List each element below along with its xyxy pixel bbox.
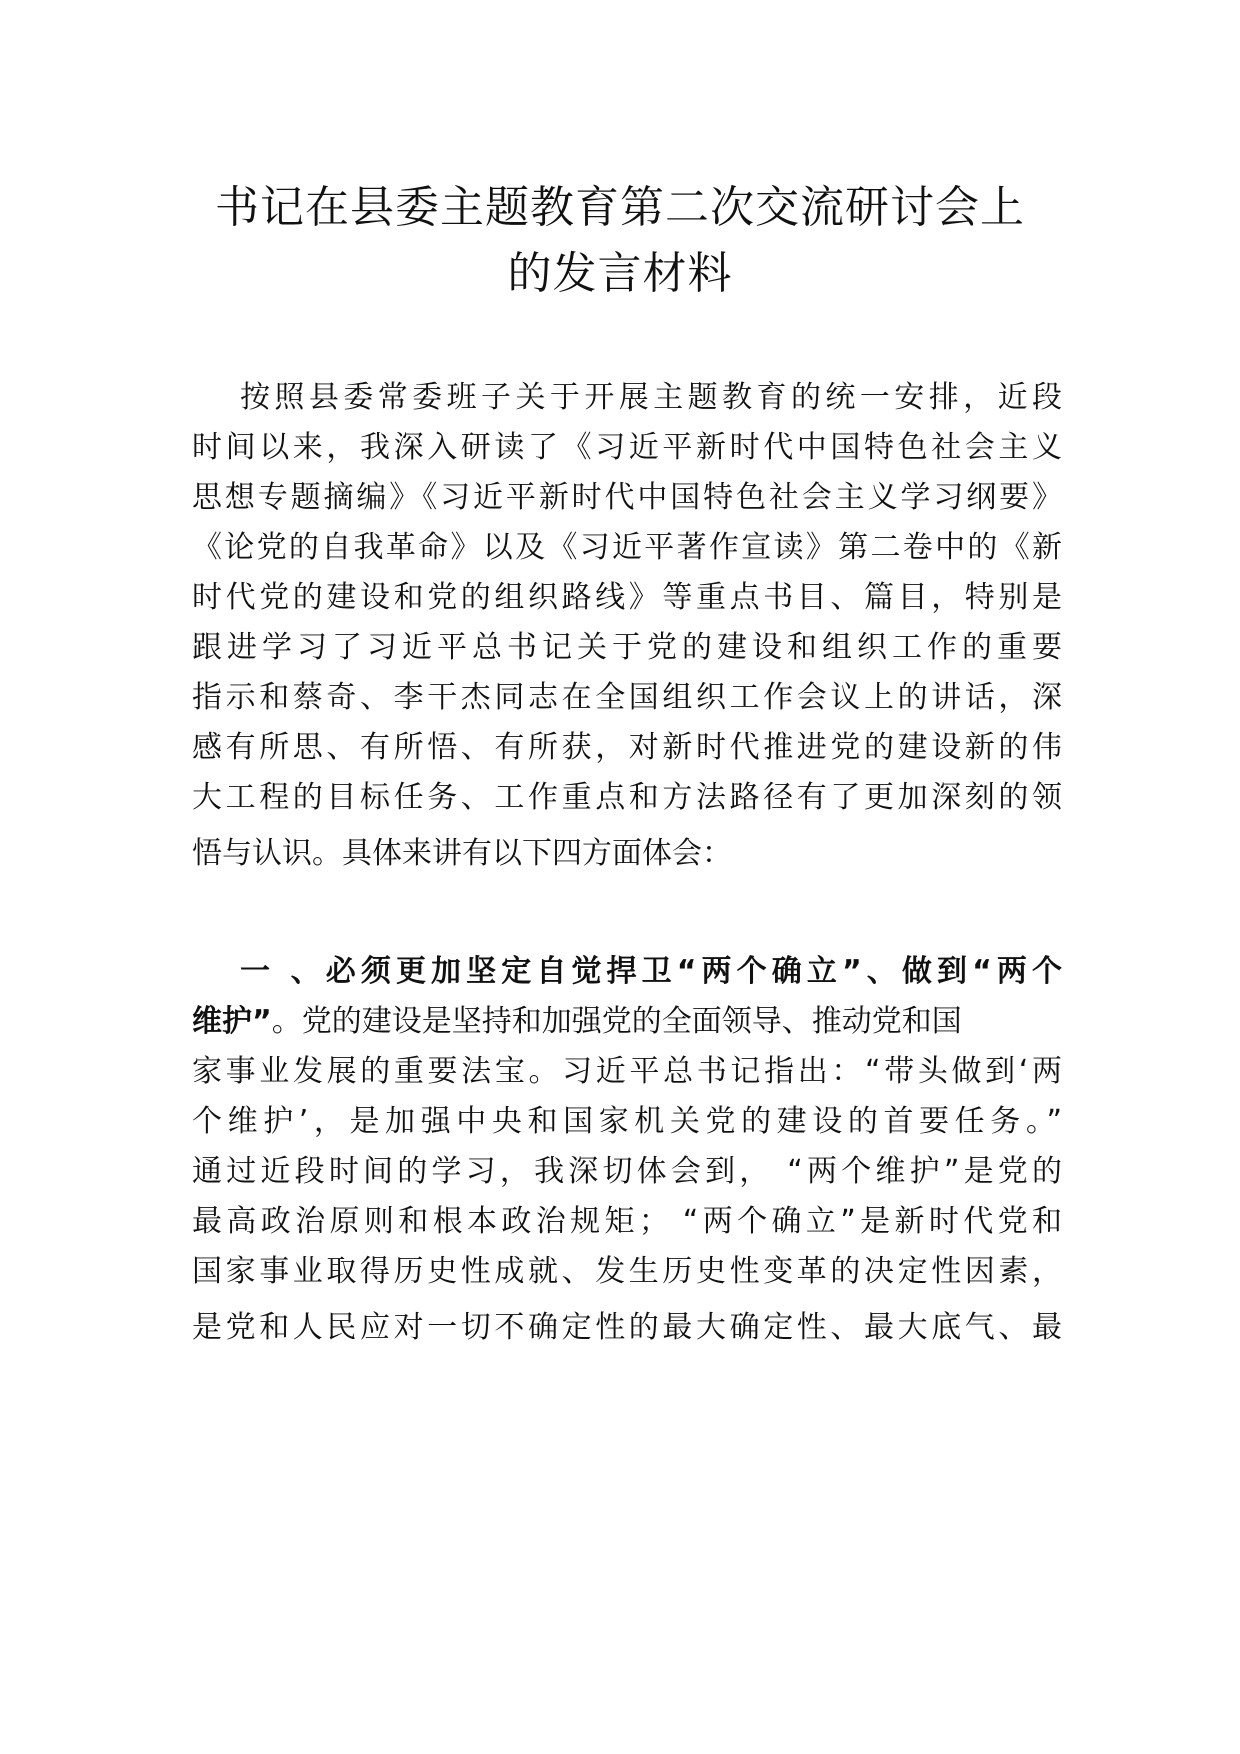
section-1-text: 。党的建设是坚持和加强党的全面领导、推动党和国: [271, 1004, 962, 1039]
paragraph-1-line: 悟与认识。具体来讲有以下四方面体会：: [192, 836, 732, 871]
section-1-line: 个维护’，是加强中央和国家机关党的建设的首要任务。”: [192, 1104, 1062, 1139]
paragraph-1-line: 时代党的建设和党的组织路线》等重点书目、篇目，特别是: [192, 580, 1062, 615]
section-1-heading-continuation: [192, 1002, 1062, 1042]
section-1-line: 最高政治原则和根本政治规矩； “两个确立”是新时代党和: [192, 1204, 1062, 1239]
paragraph-1-line: 大工程的目标任务、工作重点和方法路径有了更加深刻的领: [192, 780, 1062, 815]
section-1-line: 国家事业取得历史性成就、发生历史性变革的决定性因素，: [192, 1254, 1062, 1289]
paragraph-1-line: 思想专题摘编》《习近平新时代中国特色社会主义学习纲要》: [192, 480, 1062, 515]
paragraph-1-line: 感有所思、有所悟、有所获，对新时代推进党的建设新的伟: [192, 730, 1062, 765]
paragraph-1-line: 指示和蔡奇、李干杰同志在全国组织工作会议上的讲话，深: [192, 680, 1062, 715]
section-1-heading: 一 、必须更加坚定自觉捍卫“两个确立”、做到“两个: [240, 954, 1062, 989]
paragraph-1-line: 跟进学习了习近平总书记关于党的建设和组织工作的重要: [192, 630, 1062, 665]
section-1-line: 是党和人民应对一切不确定性的最大确定性、最大底气、最: [192, 1310, 1062, 1345]
paragraph-1-line: 时间以来，我深入研读了《习近平新时代中国特色社会主义: [192, 430, 1062, 465]
section-1-line: 家事业发展的重要法宝。习近平总书记指出：“带头做到‘两: [192, 1054, 1062, 1089]
section-1-line: 通过近段时间的学习，我深切体会到， “两个维护”是党的: [192, 1154, 1062, 1189]
section-1-heading-end: 维护”: [192, 1004, 272, 1039]
paragraph-1-line: 按照县委常委班子关于开展主题教育的统一安排，近段: [240, 380, 1062, 415]
document-title-line-1: 书记在县委主题教育第二次交流研讨会上: [215, 182, 1025, 233]
paragraph-1-line: 《论党的自我革命》以及《习近平著作宣读》第二卷中的《新: [192, 530, 1062, 565]
document-title-line-2: 的发言材料: [507, 248, 733, 299]
